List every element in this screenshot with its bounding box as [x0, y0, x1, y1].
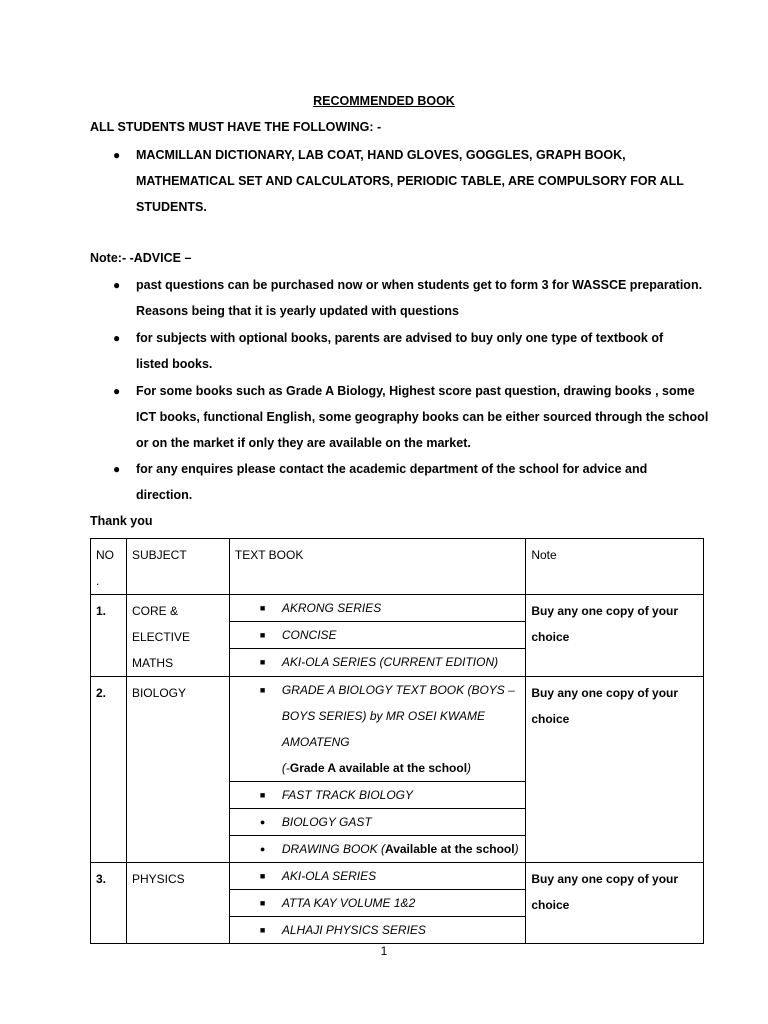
header-no-dot: .	[96, 574, 100, 588]
advice-line: for any enquires please contact the academic department of the school for advice and	[136, 462, 648, 476]
book-title: AKI-OLA SERIES (CURRENT EDITION)	[281, 655, 499, 669]
header-textbook-label: TEXT BOOK	[234, 548, 304, 562]
compulsory-line-3: STUDENTS.	[136, 200, 207, 214]
row-number: 3.	[96, 872, 107, 886]
square-bullet-icon: ■	[259, 657, 266, 667]
thank-you-text: Thank you	[90, 514, 153, 528]
book-item	[230, 917, 525, 943]
bullet-dot-icon: ●	[113, 462, 121, 476]
note-text: choice	[531, 898, 570, 912]
book-item	[230, 595, 525, 622]
advice-line: listed books.	[136, 357, 213, 371]
square-bullet-icon: ■	[259, 790, 266, 800]
books-table	[90, 538, 704, 944]
note-text: Buy any one copy of your	[531, 872, 679, 886]
header-no-label: NO	[96, 548, 114, 562]
book-title: GRADE A BIOLOGY TEXT BOOK (BOYS –	[281, 683, 515, 697]
row-number: 2.	[96, 686, 107, 700]
advice-line: For some books such as Grade A Biology, Highest score past question, drawing books , some	[136, 384, 695, 398]
round-bullet-icon: ●	[259, 817, 266, 827]
square-bullet-icon: ■	[259, 898, 266, 908]
book-item	[230, 622, 525, 649]
advice-line: or on the market if only they are available on the market.	[136, 436, 471, 450]
advice-line: ICT books, functional English, some geography books can be either sourced through the school	[136, 410, 709, 424]
note-heading: Note:- -ADVICE –	[90, 251, 192, 265]
subject-line: PHYSICS	[131, 872, 185, 886]
availability-note: Grade A available at the school	[289, 761, 468, 775]
book-item	[230, 863, 525, 890]
bullet-dot-icon: ●	[113, 331, 121, 345]
subject-line: CORE &	[131, 604, 178, 618]
square-bullet-icon: ■	[259, 603, 266, 613]
paren-close: )	[467, 761, 472, 775]
header-note	[526, 539, 704, 595]
subject-line: ELECTIVE	[131, 630, 190, 644]
book-item	[230, 677, 525, 782]
note-text: choice	[531, 712, 570, 726]
compulsory-line-2: MATHEMATICAL SET AND CALCULATORS, PERIODIC TABLE, ARE COMPULSORY FOR ALL	[136, 174, 684, 188]
book-item	[230, 649, 525, 675]
table-row	[91, 595, 704, 677]
book-title: ALHAJI PHYSICS SERIES	[281, 923, 426, 937]
book-title: BOYS SERIES) by MR OSEI KWAME	[281, 709, 486, 723]
advice-line: Reasons being that it is yearly updated with questions	[136, 304, 459, 318]
advice-line: for subjects with optional books, parents are advised to buy only one type of textbook of	[136, 331, 664, 345]
note-text: Buy any one copy of your	[531, 604, 679, 618]
header-no	[91, 539, 127, 595]
book-item	[230, 809, 525, 836]
intro-text: ALL STUDENTS MUST HAVE THE FOLLOWING: -	[90, 120, 382, 134]
advice-line: past questions can be purchased now or when students get to form 3 for WASSCE preparation.	[136, 278, 703, 292]
book-item	[230, 782, 525, 809]
book-title: DRAWING BOOK (	[281, 842, 385, 856]
book-title: BIOLOGY GAST	[281, 815, 372, 829]
book-title: FAST TRACK BIOLOGY	[281, 788, 413, 802]
header-note-label: Note	[531, 548, 557, 562]
book-title: AKI-OLA SERIES	[281, 869, 377, 883]
book-item	[230, 890, 525, 917]
book-item	[230, 836, 525, 862]
square-bullet-icon: ■	[259, 925, 266, 935]
book-title: AKRONG SERIES	[281, 601, 382, 615]
header-subject	[126, 539, 229, 595]
table-row	[91, 677, 704, 863]
book-title: ATTA KAY VOLUME 1&2	[281, 896, 416, 910]
header-textbook	[229, 539, 525, 595]
note-text: choice	[531, 630, 570, 644]
paren-close: )	[514, 842, 519, 856]
square-bullet-icon: ■	[259, 685, 266, 695]
page-number: 1	[380, 944, 388, 958]
advice-line: direction.	[136, 488, 193, 502]
bullet-dot-icon: ●	[113, 278, 121, 292]
bullet-dot-icon: ●	[113, 148, 121, 162]
square-bullet-icon: ■	[259, 871, 266, 881]
availability-note: Available at the school	[384, 842, 515, 856]
page-title: RECOMMENDED BOOK	[313, 94, 455, 108]
table-row	[91, 863, 704, 944]
subject-line: MATHS	[131, 656, 174, 670]
header-subject-label: SUBJECT	[131, 548, 187, 562]
row-number: 1.	[96, 604, 107, 618]
square-bullet-icon: ■	[259, 630, 266, 640]
round-bullet-icon: ●	[259, 844, 266, 854]
paren-open: (-	[281, 761, 290, 775]
book-title: AMOATENG	[281, 735, 350, 749]
subject-line: BIOLOGY	[131, 686, 186, 700]
book-title: CONCISE	[281, 628, 337, 642]
table-header-row	[91, 539, 704, 595]
note-text: Buy any one copy of your	[531, 686, 679, 700]
compulsory-line-1: MACMILLAN DICTIONARY, LAB COAT, HAND GLOVES, GOGGLES, GRAPH BOOK,	[136, 148, 626, 162]
bullet-dot-icon: ●	[113, 384, 121, 398]
